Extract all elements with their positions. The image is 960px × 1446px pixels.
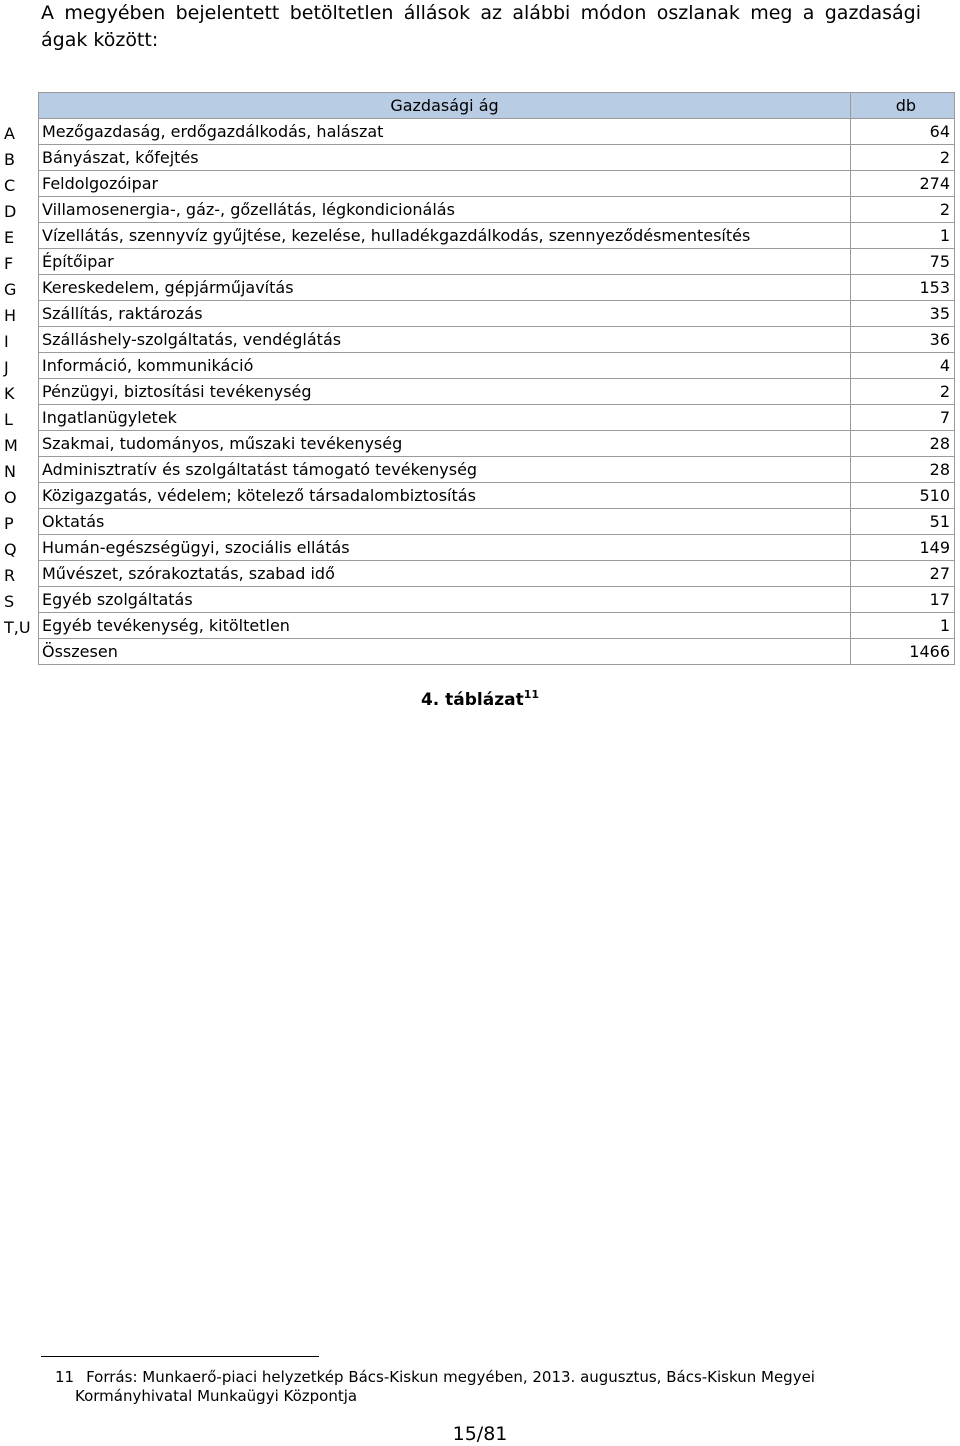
header-sector: Gazdasági ág: [39, 93, 851, 119]
table-row: [0, 327, 955, 353]
table-caption: [0, 688, 960, 710]
footnote-number: 11: [55, 1368, 75, 1386]
row-code: N: [4, 461, 16, 481]
row-count: 28: [851, 431, 955, 457]
row-code: H: [4, 305, 17, 325]
row-count: 36: [851, 327, 955, 353]
row-count: 2: [851, 197, 955, 223]
sector-table: [0, 92, 955, 665]
row-count: 2: [851, 379, 955, 405]
row-count: 27: [851, 561, 955, 587]
row-code: E: [4, 227, 15, 247]
row-code: S: [4, 591, 15, 611]
row-sector-name: Humán-egészségügyi, szociális ellátás: [39, 535, 851, 561]
row-code: Q: [4, 539, 17, 559]
table-row: [0, 145, 955, 171]
table-row: [0, 171, 955, 197]
row-code: A: [4, 123, 15, 143]
table-row: [0, 587, 955, 613]
row-sector-name: Szálláshely-szolgáltatás, vendéglátás: [39, 327, 851, 353]
row-count: 64: [851, 119, 955, 145]
footnote-line-2: Kormányhivatal Munkaügyi Központja: [75, 1387, 358, 1405]
row-code: I: [4, 331, 9, 351]
row-sector-name: Közigazgatás, védelem; kötelező társadalombiztosítás: [39, 483, 851, 509]
header-code-cell: [0, 93, 39, 119]
row-code: J: [4, 357, 9, 377]
table-row: [0, 249, 955, 275]
row-sector-name: Kereskedelem, gépjárműjavítás: [39, 275, 851, 301]
row-count: 510: [851, 483, 955, 509]
row-count: 17: [851, 587, 955, 613]
footnote: [55, 1368, 919, 1406]
row-code: R: [4, 565, 16, 585]
row-sector-name: Adminisztratív és szolgáltatást támogató tevékenység: [39, 457, 851, 483]
row-code: P: [4, 513, 14, 533]
row-count: 1: [851, 223, 955, 249]
row-code: K: [4, 383, 15, 403]
row-count: 35: [851, 301, 955, 327]
row-sector-name: Egyéb szolgáltatás: [39, 587, 851, 613]
row-count: 1466: [851, 639, 955, 665]
row-sector-name: Oktatás: [39, 509, 851, 535]
row-sector-name: Építőipar: [39, 249, 851, 275]
row-code: M: [4, 435, 18, 455]
row-code: L: [4, 409, 13, 429]
caption-footnote-ref: 11: [523, 688, 540, 701]
row-code: B: [4, 149, 15, 169]
intro-paragraph: A megyében bejelentett betöltetlen állások az alábbi módon oszlanak meg a gazdasági ágak között:: [41, 2, 921, 51]
table-row: [0, 223, 955, 249]
table-row: [0, 379, 955, 405]
table-row: [0, 509, 955, 535]
page-number: 15/81: [452, 1423, 508, 1445]
sector-table-wrapper: [0, 92, 960, 665]
caption-text: 4. táblázat: [420, 690, 524, 710]
table-row: [0, 405, 955, 431]
row-code: D: [4, 201, 17, 221]
row-count: 149: [851, 535, 955, 561]
table-header-row: [0, 93, 955, 119]
row-count: 274: [851, 171, 955, 197]
row-sector-name: Ingatlanügyletek: [39, 405, 851, 431]
footnote-line-1: Forrás: Munkaerő-piaci helyzetkép Bács-Kiskun megyében, 2013. augusztus, Bács-Kiskun Megyei: [86, 1368, 815, 1386]
row-count: 1: [851, 613, 955, 639]
row-sector-name: Szállítás, raktározás: [39, 301, 851, 327]
table-row: [0, 275, 955, 301]
row-code: C: [4, 175, 16, 195]
header-db: db: [851, 93, 955, 119]
row-sector-name: Mezőgazdaság, erdőgazdálkodás, halászat: [39, 119, 851, 145]
row-sector-name: Bányászat, kőfejtés: [39, 145, 851, 171]
table-row: [0, 535, 955, 561]
table-row: [0, 301, 955, 327]
row-sector-name: Vízellátás, szennyvíz gyűjtése, kezelése, hulladékgazdálkodás, szennyeződésmentesítés: [39, 223, 851, 249]
row-count: 51: [851, 509, 955, 535]
row-count: 4: [851, 353, 955, 379]
row-sector-name: Információ, kommunikáció: [39, 353, 851, 379]
table-row: [0, 457, 955, 483]
row-count: 28: [851, 457, 955, 483]
table-row: [0, 483, 955, 509]
row-count: 7: [851, 405, 955, 431]
row-sector-name: Egyéb tevékenység, kitöltetlen: [39, 613, 851, 639]
table-row: [0, 353, 955, 379]
table-row: [0, 613, 955, 639]
row-count: 75: [851, 249, 955, 275]
row-sector-name: Szakmai, tudományos, műszaki tevékenység: [39, 431, 851, 457]
row-code: [0, 639, 39, 665]
row-sector-name: Villamosenergia-, gáz-, gőzellátás, légkondicionálás: [39, 197, 851, 223]
row-sector-name: Művészet, szórakoztatás, szabad idő: [39, 561, 851, 587]
row-sector-name: Összesen: [39, 639, 851, 665]
table-row: [0, 197, 955, 223]
table-row: [0, 561, 955, 587]
row-code: F: [4, 253, 14, 273]
row-sector-name: Feldolgozóipar: [39, 171, 851, 197]
row-count: 2: [851, 145, 955, 171]
table-row: [0, 431, 955, 457]
row-sector-name: Pénzügyi, biztosítási tevékenység: [39, 379, 851, 405]
row-code: T,U: [4, 617, 31, 637]
row-count: 153: [851, 275, 955, 301]
row-code: O: [4, 487, 17, 507]
footnote-separator: [41, 1356, 319, 1357]
table-row: [0, 639, 955, 665]
table-row: [0, 119, 955, 145]
row-code: G: [4, 279, 17, 299]
